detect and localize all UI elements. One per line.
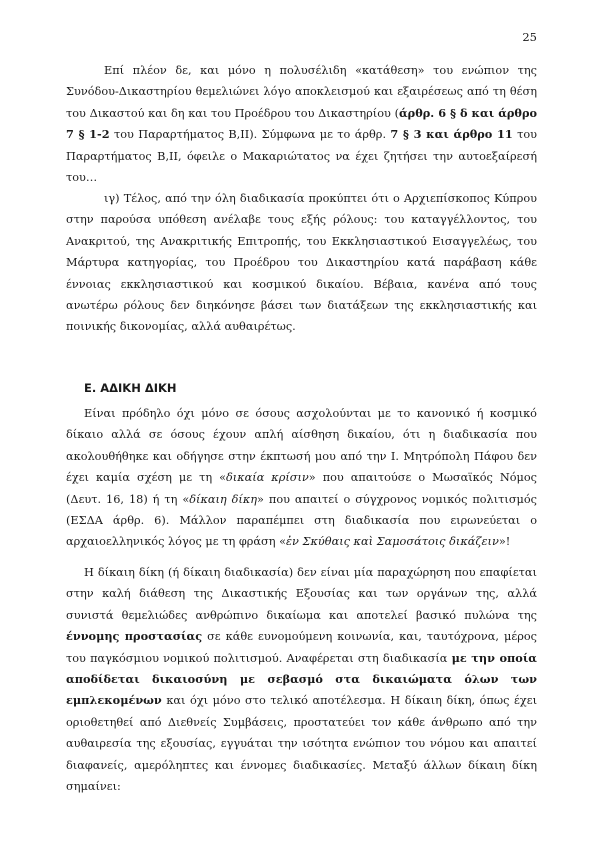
section-heading: Ε. ΑΔΙΚΗ ΔΙΚΗ	[84, 381, 177, 395]
paragraph-text: σε κάθε ευνομούμενη κοινωνία, και, ταυτόχρονα, μέρος του παγκόσμιου νομικού πολιτισμού. Αναφέρεται στη διαδικασία	[66, 630, 537, 665]
paragraph-text: και όχι μόνο στο τελικό αποτέλεσμα. Η δίκαιη δίκη, όπως έχει οριοθετηθεί από Διεθνείς Συμβάσεις, προστατεύει τον κάθε άνθρωπο από την αυθαιρεσία της εξουσίας, εγγυάται την ισότητα ενώπιον του νόμου και απαιτεί διαφανείς, αμερόληπτες και έννομες διαδικασίες. Μεταξύ άλλων δίκαιη δίκη σημαίνει:	[66, 694, 537, 794]
paragraph-text: του Παραρτήματος Β,ΙΙ). Σύμφωνα με το άρθρ.	[109, 128, 391, 142]
bold-article-reference: άρθρ. 6 § δ και άρθρο 7 § 1-2	[66, 105, 537, 142]
paragraph-self-exclusion	[66, 60, 537, 188]
page-number: 25	[522, 30, 537, 44]
paragraph-text: » που απαιτούσε ο Μωσαϊκός Νόμος (Δευτ. 16, 18) ή τη «	[66, 471, 537, 506]
bold-article-reference: 7 § 3 και άρθρο 11	[390, 127, 513, 142]
paragraph-text: » που απαιτεί ο σύγχρονος νομικός πολιτισμός (ΕΣΔΑ άρθρ. 6). Μάλλον παραπέμπει στη διαδικασία που ειρωνεύεται ο αρχαιοελληνικός λόγος με τη φράση «	[66, 492, 537, 549]
paragraph-text: του Παραρτήματος Β,ΙΙ, όφειλε ο Μακαριώτατος να έχει ζητήσει την αυτοεξαίρεσή του…	[66, 128, 538, 185]
paragraph-fair-trial-definition	[66, 562, 537, 797]
paragraph-unfair-trial	[66, 403, 537, 553]
paragraph-text: Επί πλέον δε, και μόνο η πολυσέλιδη «κατάθεση» του ενώπιον της Συνόδου-Δικαστηρίου θεμελιώνει λόγο αποκλεισμού και εξαιρέσεως από τη θέση του Δικαστού και δη και του Προέδρου του Δικαστηρίου (	[66, 64, 537, 120]
paragraph-text: Η δίκαιη δίκη (ή δίκαιη διαδικασία) δεν είναι μία παραχώρηση που επαφίεται στην καλή διάθεση της Δικαστικής Εξουσίας και των οργάνων της, αλλά συνιστά θεμελιώδες ανθρώπινο δικαίωμα και αποτελεί βασικό πυλώνα της	[66, 566, 537, 622]
italic-quote: δικαία κρίσιν	[226, 471, 309, 485]
italic-quote: δίκαιη δίκη	[189, 492, 258, 506]
paragraph-text: »!	[498, 535, 511, 549]
paragraph-roles: ιγ) Τέλος, από την όλη διαδικασία προκύπτει ότι ο Αρχιεπίσκοπος Κύπρου στην παρούσα υπόθεση ανέλαβε τους εξής ρόλους: του καταγγέλλοντος, του Ανακριτού, της Ανακριτικής Επιτροπής, του Εκκλησιαστικού Εισαγγελέως, του Μάρτυρα κατηγορίας, του Προέδρου του Δικαστηρίου κατά παράβαση κάθε έννοιας εκκλησιαστικού και κοσμικού δικαίου. Βέβαια, κανένα από τους ανωτέρω ρόλους δεν διηκόνησε βάσει των διατάξεων της εκκλησιαστικής και ποινικής δικονομίας, αλλά αυθαιρέτως.	[66, 192, 537, 334]
bold-phrase: έννομης προστασίας	[66, 629, 203, 644]
bold-phrase: με την οποία αποδίδεται δικαιοσύνη με σεβασμό στα δικαιώματα όλων των εμπλεκομένων	[66, 650, 537, 708]
italic-quote: ἐν Σκύθαις καὶ Σαμοσάτοις δικάζειν	[285, 535, 499, 549]
paragraph-text: Είναι πρόδηλο όχι μόνο σε όσους ασχολούνται με το κανονικό ή κοσμικό δίκαιο αλλά σε όσους έχουν απλή αίσθηση δικαίου, ότι η διαδικασία που ακολουθήθηκε και οδήγησε στην έκπτωσή μου από την Ι. Μητρόπολη Πάφου δεν έχει καμία σχέση με τη «	[66, 407, 537, 485]
